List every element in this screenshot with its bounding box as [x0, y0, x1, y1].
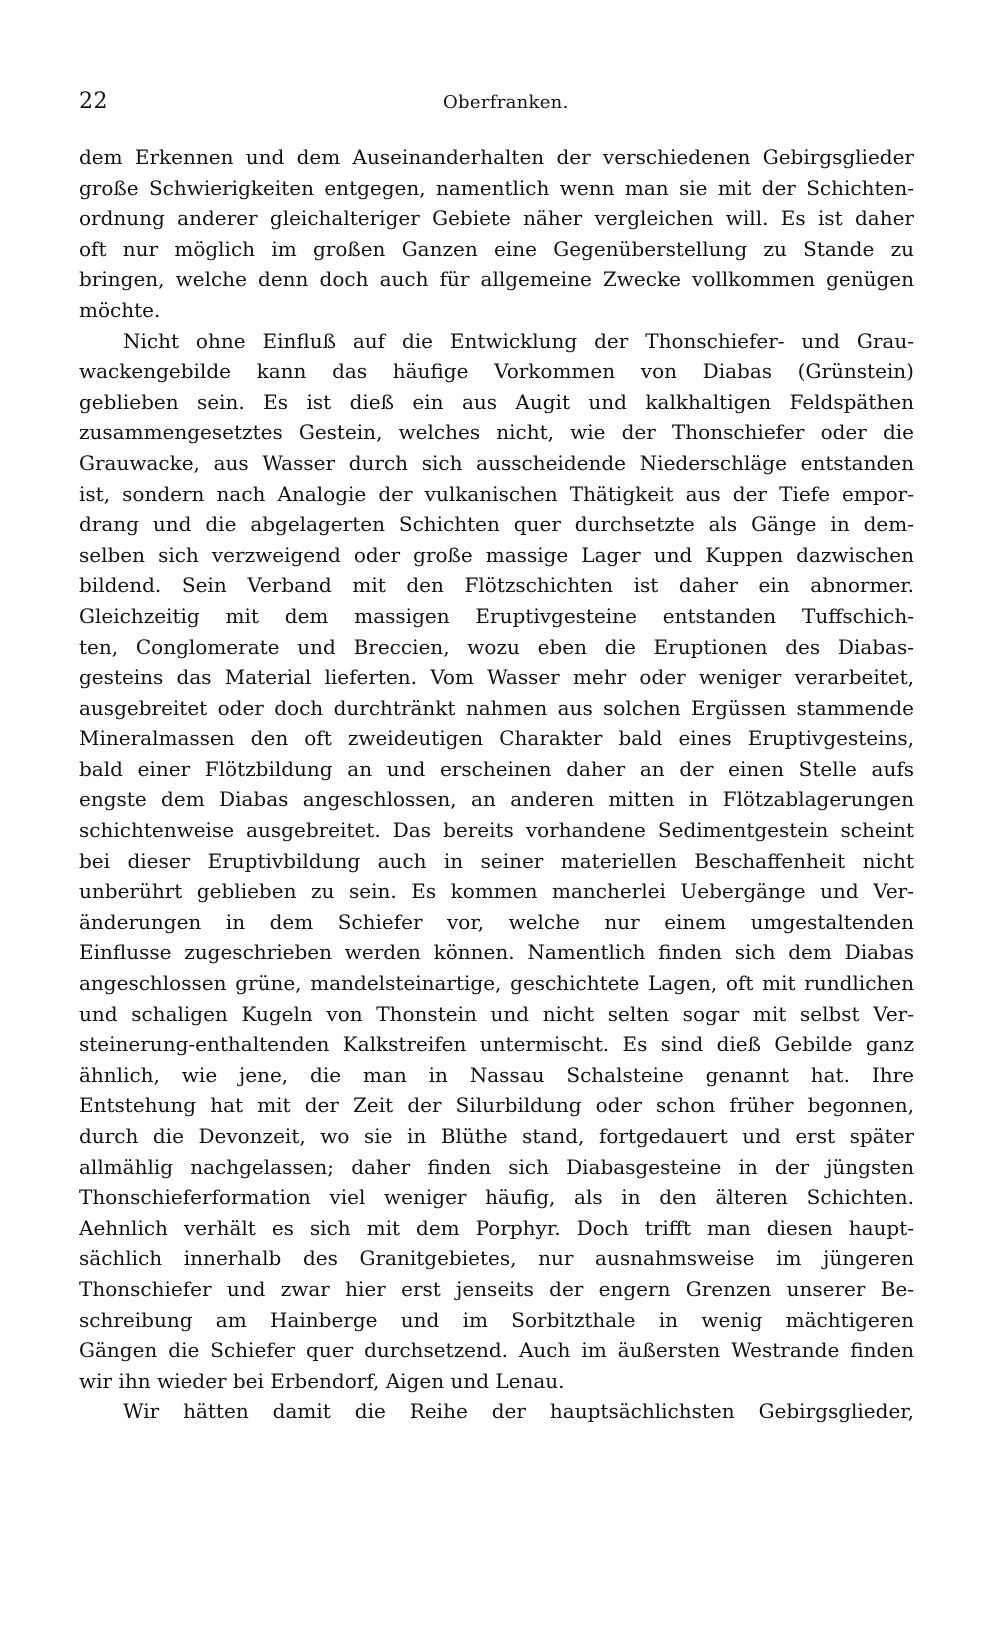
text-line: Thonschiefer und zwar hier erst jenseits der engern Grenzen unserer Be- [79, 1276, 914, 1301]
text-line: ordnung anderer gleichalteriger Gebiete näher vergleichen will. Es ist daher [79, 206, 914, 231]
text-line: schichtenweise ausgebreitet. Das bereits vorhandene Sedimentgestein scheint [79, 818, 914, 843]
text-line: engste dem Diabas angeschlossen, an anderen mitten in Flötzablagerungen [79, 787, 914, 812]
text-line: bei dieser Eruptivbildung auch in seiner materiellen Beschaffenheit nicht [79, 848, 914, 873]
text-line: steinerung-enthaltenden Kalkstreifen untermischt. Es sind dieß Gebilde ganz [79, 1032, 914, 1057]
text-line: schreibung am Hainberge und im Sorbitzthale in wenig mächtigeren [79, 1307, 914, 1332]
text-line: geblieben sein. Es ist dieß ein aus Augit und kalkhaltigen Feldspäthen [79, 389, 914, 414]
text-line: Thonschieferformation viel weniger häufig, als in den älteren Schichten. [79, 1185, 914, 1210]
text-line: ist, sondern nach Analogie der vulkanischen Thätigkeit aus der Tiefe empor- [79, 481, 914, 506]
text-line: oft nur möglich im großen Ganzen eine Gegenüberstellung zu Stande zu [79, 236, 914, 261]
text-line: durch die Devonzeit, wo sie in Blüthe stand, fortgedauert und erst später [79, 1124, 914, 1148]
text-line: Entstehung hat mit der Zeit der Silurbildung oder schon früher begonnen, [79, 1093, 914, 1118]
text-line: große Schwierigkeiten entgegen, namentlich wenn man sie mit der Schichten- [79, 175, 914, 200]
running-head: Oberfranken. [443, 92, 569, 113]
text-line: Wir hätten damit die Reihe der hauptsächlichsten Gebirgsglieder, [123, 1399, 914, 1424]
text-line: und schaligen Kugeln von Thonstein und nicht selten sogar mit selbst Ver- [79, 1001, 914, 1026]
text-line: ausgebreitet oder doch durchtränkt nahmen aus solchen Ergüssen stammende [79, 695, 914, 720]
text-line: möchte. [79, 297, 161, 322]
text-line: Grauwacke, aus Wasser durch sich ausscheidende Niederschläge entstanden [79, 450, 914, 475]
text-line: unberührt geblieben zu sein. Es kommen mancherlei Uebergänge und Ver- [79, 879, 914, 904]
page-number: 22 [79, 89, 108, 114]
text-line: drang und die abgelagerten Schichten quer durchsetzte als Gänge in dem- [79, 512, 914, 537]
body-text [79, 142, 914, 1427]
text-line: gesteins das Material lieferten. Vom Wasser mehr oder weniger verarbeitet, [79, 665, 914, 690]
text-line: Nicht ohne Einfluß auf die Entwicklung der Thonschiefer- und Grau- [123, 328, 914, 353]
text-line: selben sich verzweigend oder große massige Lager und Kuppen dazwischen [79, 542, 914, 567]
text-line: ten, Conglomerate und Breccien, wozu eben die Eruptionen des Diabas- [79, 634, 914, 659]
text-line: zusammengesetztes Gestein, welches nicht, wie der Thonschiefer oder die [79, 420, 914, 445]
text-line: angeschlossen grüne, mandelsteinartige, geschichtete Lagen, oft mit rundlichen [79, 971, 914, 996]
text-line: wir ihn wieder bei Erbendorf, Aigen und Lenau. [79, 1368, 565, 1393]
text-line: allmählig nachgelassen; daher finden sich Diabasgesteine in der jüngsten [79, 1154, 914, 1179]
text-line: ähnlich, wie jene, die man in Nassau Schalsteine genannt hat. Ihre [79, 1062, 914, 1087]
page-header [79, 88, 914, 120]
text-line: Einflusse zugeschrieben werden können. Namentlich finden sich dem Diabas [79, 940, 914, 965]
text-line: bringen, welche denn doch auch für allgemeine Zwecke vollkommen genügen [79, 267, 914, 292]
text-line: wackengebilde kann das häufige Vorkommen von Diabas (Grünstein) [79, 359, 914, 384]
text-line: dem Erkennen und dem Auseinanderhalten der verschiedenen Gebirgsglieder [79, 145, 914, 169]
text-line: Aehnlich verhält es sich mit dem Porphyr. Doch trifft man diesen haupt- [79, 1215, 914, 1240]
text-line: bildend. Sein Verband mit den Flötzschichten ist daher ein abnormer. [79, 573, 914, 598]
text-line: bald einer Flötzbildung an und erscheinen daher an der einen Stelle aufs [79, 756, 914, 781]
text-line: Gleichzeitig mit dem massigen Eruptivgesteine entstanden Tuffschich- [79, 603, 914, 628]
text-line: sächlich innerhalb des Granitgebietes, nur ausnahmsweise im jüngeren [79, 1246, 914, 1271]
text-line: Mineralmassen den oft zweideutigen Charakter bald eines Eruptivgesteins, [79, 726, 914, 751]
text-line: änderungen in dem Schiefer vor, welche nur einem umgestaltenden [79, 909, 914, 934]
text-line: Gängen die Schiefer quer durchsetzend. Auch im äußersten Westrande finden [79, 1338, 914, 1363]
